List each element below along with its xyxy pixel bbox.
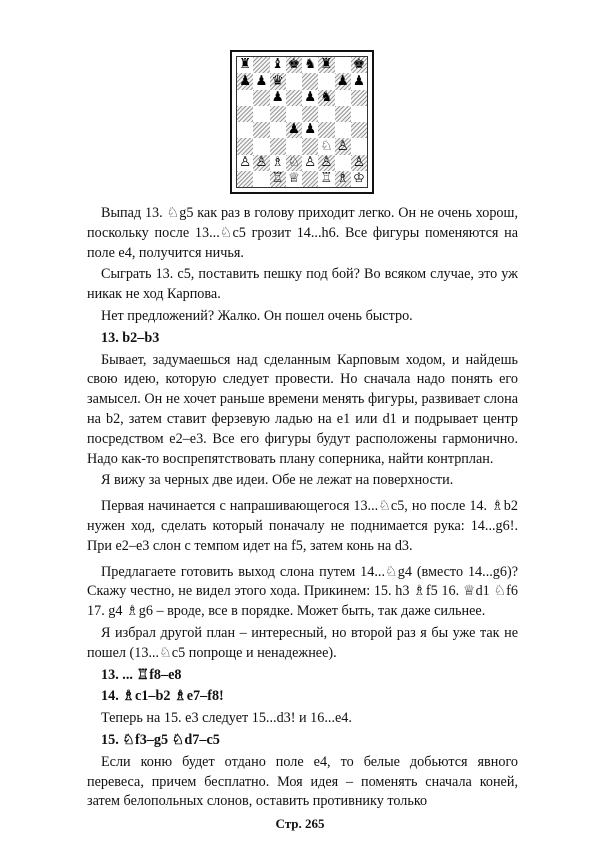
chess-piece: ♙ bbox=[304, 153, 317, 170]
board-square bbox=[237, 57, 253, 73]
paragraph: Я избрал другой план – интересный, но второй раз я бы уже так не пошел (13...♘c5 попроще и ненадежнее). bbox=[87, 624, 518, 661]
paragraph: Если коню будет отдано поле e4, то белые добьются явного перевеса, причем бесплатно. Моя идея – поменять сначала коней, затем белопольных слонов, оставить противнику только bbox=[87, 753, 518, 810]
board-square bbox=[286, 73, 302, 89]
chess-piece: ♙ bbox=[239, 153, 252, 170]
paragraph: Я вижу за черных две идеи. Обе не лежат на поверхности. bbox=[101, 472, 454, 489]
board-square bbox=[270, 122, 286, 138]
board-square bbox=[318, 138, 334, 154]
chess-piece: ♙ bbox=[255, 153, 268, 170]
paragraph: Нет предложений? Жалко. Он пошел очень быстро. bbox=[101, 307, 413, 324]
board-square bbox=[335, 171, 351, 187]
board-square bbox=[237, 138, 253, 154]
board-square bbox=[253, 138, 269, 154]
board-square bbox=[318, 122, 334, 138]
chess-diagram bbox=[230, 50, 374, 194]
chess-piece: ♟ bbox=[287, 121, 300, 138]
chess-piece: ♟ bbox=[352, 72, 365, 89]
paragraph: Бывает, задумаешься над сделанным Карповым ходом, и найдешь свою идею, которую следует провести. Но сначала надо понять его замысел. Он не хочет раньше времени менять фигуры, развивает слона на b2, затем ставит ферзевую ладью на e1 или d1 и подрывает центр посредством e2–e3. Все его фигуры будут расположены гармонично. Надо как-то воспрепятствовать плану соперника, найти контрплан. bbox=[87, 351, 518, 467]
board-square bbox=[286, 90, 302, 106]
paragraph: Теперь на 15. e3 следует 15...d3! и 16...e4. bbox=[101, 710, 352, 727]
chess-piece: ♗ bbox=[336, 170, 349, 187]
board-square bbox=[351, 155, 367, 171]
chess-piece: ♙ bbox=[352, 153, 365, 170]
board-square bbox=[335, 106, 351, 122]
chess-piece: ♞ bbox=[320, 88, 333, 105]
chess-piece: ♟ bbox=[304, 121, 317, 138]
board-square bbox=[335, 57, 351, 73]
board-square bbox=[286, 155, 302, 171]
board-square bbox=[237, 122, 253, 138]
board-square bbox=[253, 90, 269, 106]
board-square bbox=[253, 57, 269, 73]
board-square bbox=[318, 57, 334, 73]
paragraph: Предлагаете готовить выход слона путем 14...♘g4 (вместо 14...g6)? Скажу честно, не видел этого хода. Прикинем: 15. h3 ♗f5 16. ♕d1 ♘f6 17. g4 ♗g6 – вроде, все в порядке. Может быть, так даже сильнее. bbox=[87, 563, 518, 620]
chess-piece: ♕ bbox=[287, 170, 300, 187]
paragraph: Выпад 13. ♘g5 как раз в голову приходит легко. Он не очень хорош, поскольку после 13...♘c5 грозит 14...h6. Все фигуры поменяются на поле e4, получится ничья. bbox=[87, 205, 518, 261]
board-square bbox=[335, 138, 351, 154]
board-square bbox=[302, 138, 318, 154]
board-square bbox=[286, 171, 302, 187]
board-square bbox=[351, 73, 367, 89]
chess-piece: ♟ bbox=[336, 72, 349, 89]
chess-piece: ♙ bbox=[320, 153, 333, 170]
paragraph: Сыграть 13. c5, поставить пешку под бой? Во всяком случае, это уж никак не ход Карпова. bbox=[87, 266, 518, 303]
board-square bbox=[253, 73, 269, 89]
board-square bbox=[318, 171, 334, 187]
board-square bbox=[286, 122, 302, 138]
board-square bbox=[237, 90, 253, 106]
board-square bbox=[302, 122, 318, 138]
board-square bbox=[302, 106, 318, 122]
board-square bbox=[302, 171, 318, 187]
board-square bbox=[253, 155, 269, 171]
board-square bbox=[351, 90, 367, 106]
board-square bbox=[253, 122, 269, 138]
board-square bbox=[253, 171, 269, 187]
board-square bbox=[335, 155, 351, 171]
board-square bbox=[253, 106, 269, 122]
board-square bbox=[302, 57, 318, 73]
chess-piece: ♙ bbox=[336, 137, 349, 154]
chess-piece: ♟ bbox=[271, 88, 284, 105]
board-square bbox=[302, 73, 318, 89]
board-square bbox=[270, 138, 286, 154]
board-square bbox=[318, 90, 334, 106]
board-square bbox=[237, 171, 253, 187]
board-square bbox=[270, 106, 286, 122]
chess-piece: ♘ bbox=[320, 137, 333, 154]
chess-piece: ♖ bbox=[320, 170, 333, 187]
board-square bbox=[286, 106, 302, 122]
chess-piece: ♟ bbox=[239, 72, 252, 89]
chess-piece: ♜ bbox=[239, 56, 252, 73]
board-square bbox=[351, 122, 367, 138]
board-square bbox=[237, 106, 253, 122]
move-heading: 13. b2–b3 bbox=[101, 329, 160, 346]
paragraph: Первая начинается с напрашивающегося 13...♘c5, но после 14. ♗b2 нужен ход, сделать который поначалу не поднимается рука: 14...g6!. При e2–e3 слон с темпом идет на f5, затем конь на d3. bbox=[87, 498, 518, 554]
chess-piece: ♛ bbox=[271, 72, 284, 89]
board-square bbox=[286, 138, 302, 154]
chess-board bbox=[236, 56, 368, 188]
chess-piece: ♘ bbox=[287, 153, 300, 170]
chess-piece: ♔ bbox=[352, 170, 365, 187]
board-square bbox=[351, 138, 367, 154]
page-number: Стр. 265 bbox=[275, 816, 325, 831]
board-square bbox=[237, 73, 253, 89]
board-square bbox=[302, 155, 318, 171]
chess-piece: ♟ bbox=[255, 72, 268, 89]
board-square bbox=[318, 73, 334, 89]
board-square bbox=[237, 155, 253, 171]
board-square bbox=[351, 171, 367, 187]
page-text bbox=[87, 204, 518, 814]
board-square bbox=[270, 90, 286, 106]
chess-piece: ♗ bbox=[271, 153, 284, 170]
board-square bbox=[335, 90, 351, 106]
board-square bbox=[335, 73, 351, 89]
move-heading: 14. ♗c1–b2 ♗e7–f8! bbox=[101, 688, 224, 705]
board-square bbox=[270, 57, 286, 73]
board-square bbox=[270, 155, 286, 171]
board-square bbox=[318, 106, 334, 122]
chess-piece: ♟ bbox=[304, 88, 317, 105]
board-square bbox=[270, 73, 286, 89]
board-square bbox=[286, 57, 302, 73]
board-square bbox=[270, 171, 286, 187]
move-heading: 13. ... ♖f8–e8 bbox=[101, 666, 182, 683]
board-square bbox=[318, 155, 334, 171]
board-square bbox=[302, 90, 318, 106]
chess-piece: ♚ bbox=[287, 56, 300, 73]
chess-piece: ♖ bbox=[271, 170, 284, 187]
board-square bbox=[351, 57, 367, 73]
board-square bbox=[335, 122, 351, 138]
move-heading: 15. ♘f3–g5 ♘d7–c5 bbox=[101, 731, 220, 748]
chess-piece: ♞ bbox=[304, 56, 317, 73]
chess-piece: ♝ bbox=[271, 56, 284, 73]
chess-piece: ♚ bbox=[352, 56, 365, 73]
chess-piece: ♜ bbox=[320, 56, 333, 73]
board-square bbox=[351, 106, 367, 122]
